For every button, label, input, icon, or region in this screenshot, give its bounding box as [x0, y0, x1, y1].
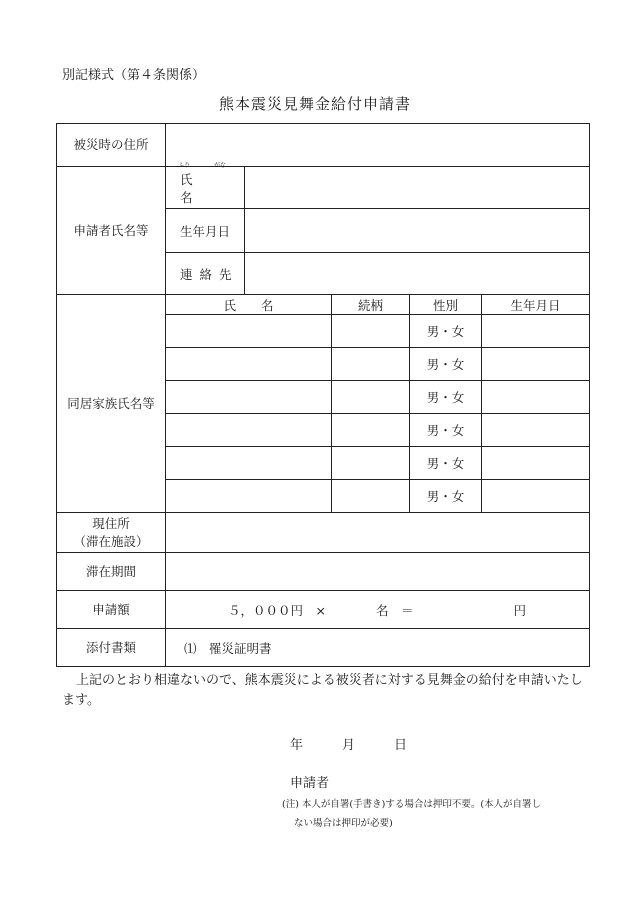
furigana-1: ふり: [178, 161, 191, 169]
address-field[interactable]: [166, 124, 590, 167]
family-birth-field[interactable]: [482, 348, 590, 381]
family-birth-field[interactable]: [482, 480, 590, 513]
name-label: 氏 名: [180, 171, 242, 205]
current-address-label-line1: 現住所: [92, 515, 130, 531]
family-header-relation: 続柄: [332, 295, 410, 315]
furigana-2: がな: [214, 161, 227, 169]
note: [282, 795, 582, 833]
family-name-field[interactable]: [166, 348, 332, 381]
family-relation-field[interactable]: [332, 348, 410, 381]
gender-choice[interactable]: 男・女: [410, 315, 482, 348]
attachment-value: ⑴ 罹災証明書: [166, 629, 590, 667]
current-address-label: [57, 513, 166, 553]
family-relation-field[interactable]: [332, 381, 410, 414]
birth-label: 生年月日: [166, 209, 245, 253]
applicant-birth-field[interactable]: [245, 209, 590, 253]
gender-choice[interactable]: 男・女: [410, 414, 482, 447]
applicant-signature-label: 申請者: [290, 776, 330, 791]
attachment-label: 添付書類: [57, 629, 166, 667]
family-relation-field[interactable]: [332, 414, 410, 447]
stay-period-label: 滞在期間: [57, 553, 166, 591]
family-birth-field[interactable]: [482, 414, 590, 447]
family-header-name: 氏 名: [166, 295, 332, 315]
family-name-field[interactable]: [166, 315, 332, 348]
family-birth-field[interactable]: [482, 315, 590, 348]
gender-choice[interactable]: 男・女: [410, 480, 482, 513]
current-address-label-line2: （滞在施設）: [73, 533, 149, 549]
family-header-birth: 生年月日: [482, 295, 590, 315]
applicant-label: 申請者氏名等: [57, 167, 166, 295]
applicant-name-field[interactable]: [245, 167, 590, 209]
applicant-contact-field[interactable]: [245, 253, 590, 295]
family-relation-field[interactable]: [332, 315, 410, 348]
family-name-field[interactable]: [166, 447, 332, 480]
name-label-cell: [166, 161, 245, 209]
family-name-field[interactable]: [166, 480, 332, 513]
contact-label: 連絡先: [166, 253, 245, 295]
gender-choice[interactable]: 男・女: [410, 447, 482, 480]
stay-period-field[interactable]: [166, 553, 590, 591]
gender-choice[interactable]: 男・女: [410, 381, 482, 414]
family-header-gender: 性別: [410, 295, 482, 315]
declaration-text: 上記のとおり相違ないので、熊本震災による被災者に対する見舞金の給付を申請いたします。: [62, 673, 583, 708]
family-birth-field[interactable]: [482, 381, 590, 414]
family-name-field[interactable]: [166, 381, 332, 414]
gender-choice[interactable]: 男・女: [410, 348, 482, 381]
form-label: 別記様式（第４条関係）: [62, 68, 206, 83]
date-line[interactable]: 年 月 日: [290, 738, 408, 753]
address-label: 被災時の住所: [57, 124, 166, 167]
note-line-1: (注) 本人が自署(手書き)する場合は押印不要。(本人が自署し: [282, 799, 542, 810]
application-table: [56, 123, 590, 667]
current-address-field[interactable]: [166, 513, 590, 553]
family-label: 同居家族氏名等: [57, 295, 166, 513]
family-birth-field[interactable]: [482, 447, 590, 480]
amount-label: 申請額: [57, 591, 166, 629]
note-line-2: ない場合は押印が必要): [294, 818, 393, 829]
family-relation-field[interactable]: [332, 480, 410, 513]
page-title: 熊本震災見舞金給付申請書: [218, 95, 411, 113]
amount-field[interactable]: ５，０００円 × 名 ＝ 円: [166, 591, 590, 629]
family-name-field[interactable]: [166, 414, 332, 447]
family-relation-field[interactable]: [332, 447, 410, 480]
